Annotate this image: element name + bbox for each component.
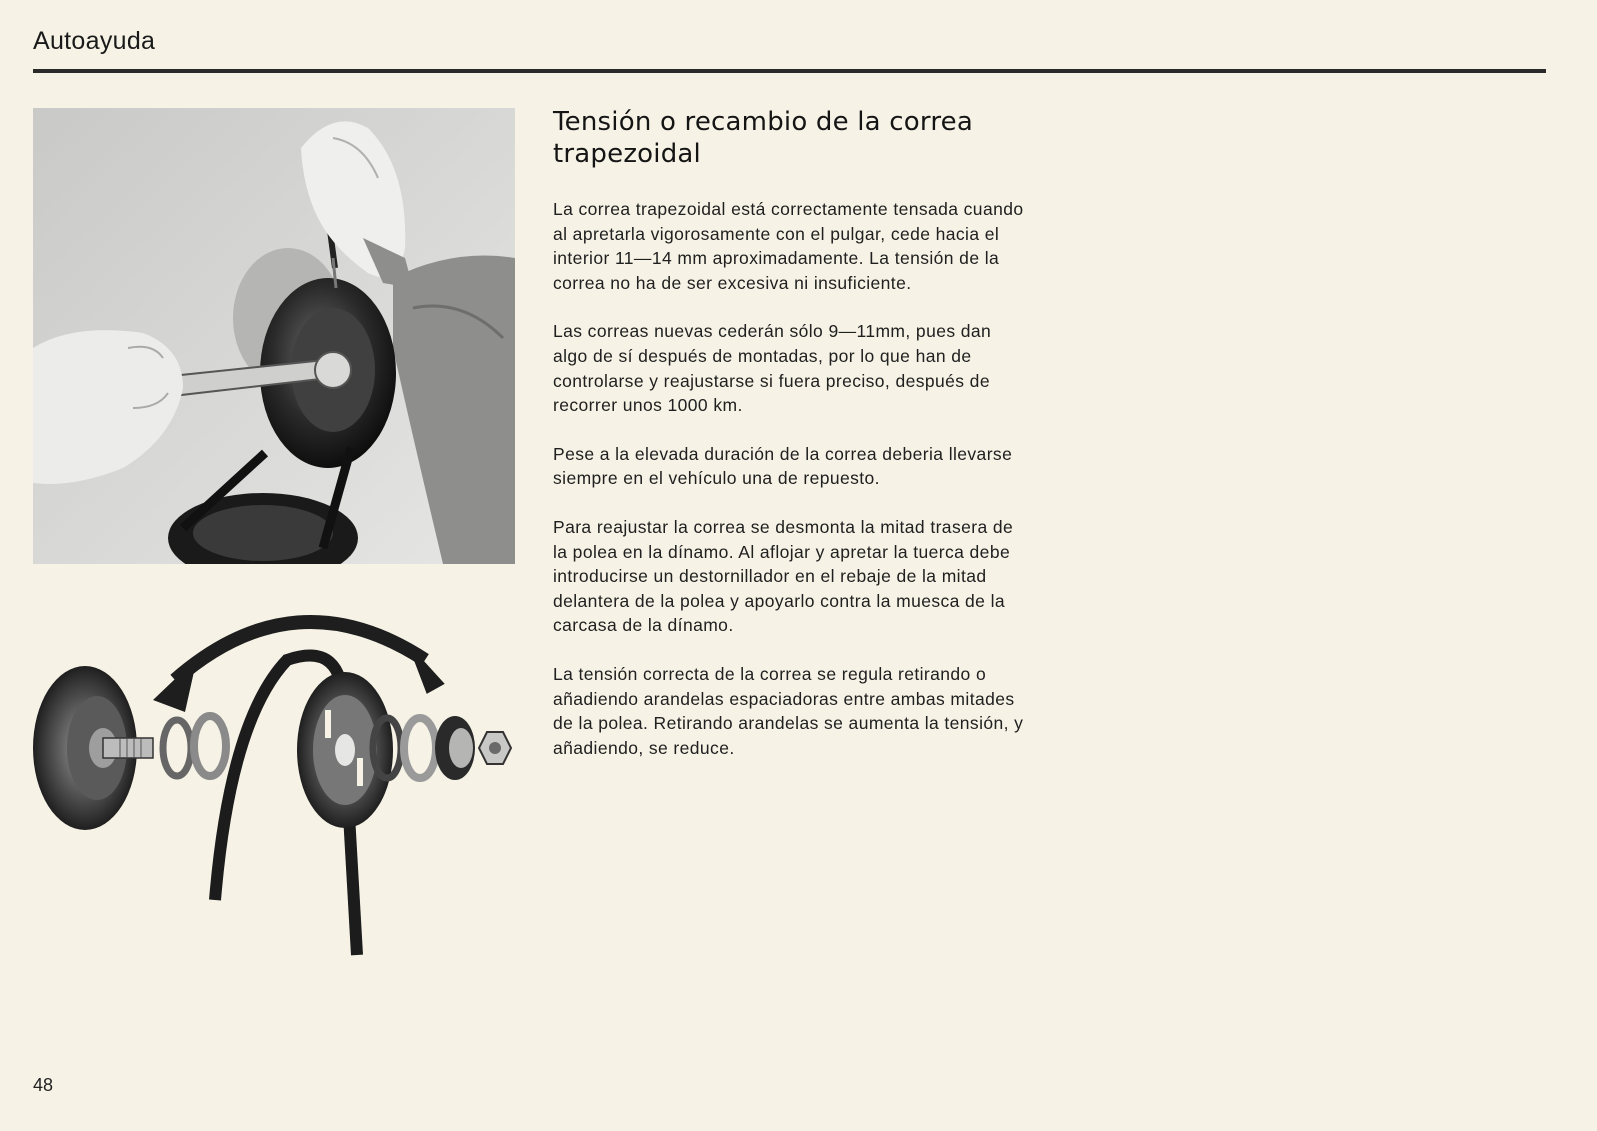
paragraph-new-belts: Las correas nuevas cederán sólo 9—11mm, pues dan algo de sí después de montadas, por lo que han de controlarse y reajustarse si fuera preciso, después de recorrer unos 1000 km. [553, 321, 992, 416]
paragraph-spare-belt: Pese a la elevada duración de la correa deberia llevarse siempre en el vehículo una de repuesto. [553, 443, 1013, 489]
main-content [553, 106, 1028, 784]
exploded-pulley-diagram [25, 600, 530, 980]
paragraph-tension-check: La correa trapezoidal está correctamente tensada cuando al apretarla vigorosamente con el pulgar, cede hacia el interior 11—14 mm aproximadamente. La tensión de la correa no ha de ser excesiva ni insuficiente. [553, 199, 1024, 293]
section-title: Tensión o recambio de la correa trapezoidal [553, 107, 973, 169]
photo-pulley-adjustment [33, 108, 515, 564]
running-header: Autoayuda [33, 27, 156, 55]
paragraph-readjust: Para reajustar la correa se desmonta la mitad trasera de la polea en la dínamo. Al aflojar y apretar la tuerca debe introducirse un destornillador en el rebaje de la mitad delantera de la polea y apoyarlo contra la muesca de la carcasa de la dínamo. [553, 516, 1014, 636]
page-number: 48 [33, 1075, 54, 1095]
header-rule [33, 69, 1546, 73]
paragraph-washers: La tensión correcta de la correa se regula retirando o añadiendo arandelas espaciadoras entre ambas mitades de la polea. Retirando arandelas se aumenta la tensión, y añadiendo, se reduce. [553, 663, 1024, 758]
